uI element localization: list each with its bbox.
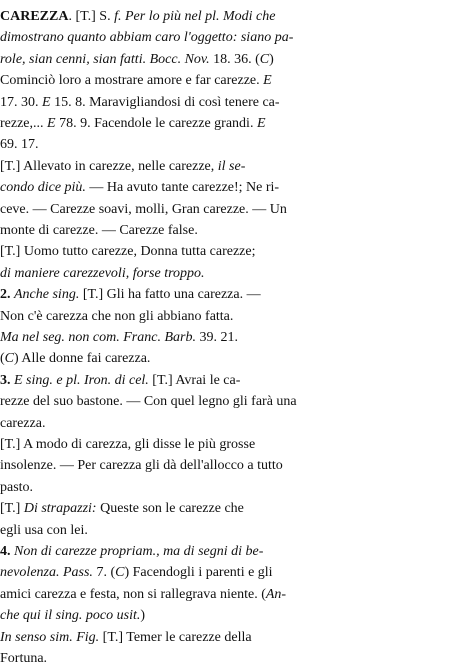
text-segment: 18. 36. ( [213, 51, 260, 67]
text-segment: insolenze. — Per carezza gli dà dell'allocco a tutto [0, 458, 283, 474]
text-segment: An- [265, 586, 287, 602]
text-segment: 4. [0, 544, 11, 559]
text-line [0, 305, 473, 329]
text-segment: ) [140, 608, 146, 624]
text-line [0, 412, 473, 436]
text-segment: amici carezza e festa, non si rallegrava niente. ( [0, 586, 266, 602]
text-segment: 17. 30. [0, 94, 42, 110]
text-segment: [T.] A modo di carezza, gli disse le più grosse [0, 437, 256, 452]
text-segment: [T.] Temer le carezze della [99, 629, 252, 645]
text-segment: Cominciò loro a mostrare amore e far carezze. [0, 73, 264, 89]
text-segment: C [259, 51, 270, 67]
text-line [0, 155, 473, 179]
text-segment: 3. [0, 372, 11, 388]
text-segment: carezza. [0, 415, 46, 431]
text-segment: condo dice più. [0, 180, 86, 196]
text-segment: ) [269, 51, 274, 67]
text-segment: role, sian cenni, sian fatti. Bocc. Nov. [0, 51, 214, 67]
text-line [0, 454, 473, 478]
text-segment: ( [0, 351, 5, 367]
text-segment: che qui il sing. poco usit. [0, 608, 141, 624]
text-segment: ) Alle donne fai carezza. [14, 351, 151, 367]
text-line [0, 326, 473, 350]
text-line [0, 604, 473, 628]
text-line [0, 626, 473, 650]
text-segment: dimostrano quanto abbiam caro l'oggetto: siano pa- [0, 30, 294, 46]
text-segment: egli usa con lei. [0, 522, 88, 538]
text-line [0, 583, 473, 607]
text-line [0, 69, 473, 93]
text-segment: 7. ( [92, 565, 116, 581]
text-line [0, 433, 473, 457]
text-segment: rezze,... [0, 116, 48, 131]
text-segment: E sing. e pl. Iron. di cel. [14, 372, 149, 388]
text-line [0, 48, 473, 72]
text-line [0, 262, 473, 286]
text-line [0, 176, 473, 200]
text-segment: Queste son le carezze che [96, 501, 244, 517]
text-line [0, 561, 473, 585]
text-segment: Anche sing. [14, 287, 80, 303]
text-line [0, 476, 473, 500]
text-line [0, 219, 473, 243]
text-line [0, 540, 473, 564]
text-line [0, 240, 473, 264]
text-line [0, 133, 473, 157]
text-segment: 78. 9. Facendole le carezze grandi. [55, 116, 257, 131]
text-line [0, 497, 473, 521]
text-segment: CAREZZA [0, 9, 69, 24]
text-segment: 39. 21. [195, 330, 238, 345]
text-segment: 2. [0, 287, 11, 303]
text-segment: [T.] [0, 501, 24, 517]
text-segment: E [263, 73, 272, 89]
text-segment: monte di carezze. — Carezze false. [0, 223, 198, 238]
text-line [0, 91, 473, 115]
text-segment: il se- [217, 158, 246, 174]
text-segment: [T.] Gli ha fatto una carezza. — [79, 287, 261, 303]
text-line [0, 369, 473, 393]
text-line [0, 26, 473, 50]
text-line [0, 390, 473, 414]
text-segment: Fortuna. [0, 651, 48, 666]
text-segment: [T.] Uomo tutto carezze, Donna tutta carezze; [0, 244, 256, 260]
text-segment: 69. 17. [0, 137, 39, 153]
text-segment: f. Per lo più nel pl. Modi che [114, 9, 276, 24]
text-segment: In senso sim. Fig. [0, 629, 100, 645]
text-segment: ) Facendogli i parenti e gli [124, 565, 273, 581]
text-segment: Ma nel seg. non com. Franc. Barb. [0, 330, 196, 345]
text-line [0, 283, 473, 307]
text-segment: E [42, 94, 51, 110]
text-segment: Non c'è carezza che non gli abbiano fatta. [0, 308, 234, 324]
text-segment: [T.] Allevato in carezze, nelle carezze, [0, 158, 218, 174]
text-segment: C [4, 351, 15, 367]
text-segment: C [115, 565, 125, 581]
text-segment: ceve. — Carezze soavi, molli, Gran carezze. — Un [0, 201, 287, 217]
text-segment: E [47, 116, 56, 131]
text-segment: . [T.] S. [68, 9, 115, 24]
text-segment: E [256, 116, 266, 131]
text-line [0, 347, 473, 371]
text-segment: di maniere carezzevoli, forse troppo. [0, 265, 205, 281]
text-segment: 15. 8. Maravigliandosi di così tenere ca- [50, 94, 280, 110]
text-segment: — Ha avuto tante carezze!; Ne ri- [85, 180, 280, 196]
text-line [0, 198, 473, 222]
text-segment: rezze del suo bastone. — Con quel legno gli farà una [0, 394, 297, 410]
text-segment: nevolenza. Pass. [0, 565, 93, 581]
text-segment: pasto. [0, 479, 34, 495]
text-segment: Di strapazzi: [23, 501, 97, 517]
text-segment: Non di carezze propriam., ma di segni di be- [14, 544, 264, 559]
text-segment: [T.] Avrai le ca- [148, 372, 241, 388]
text-line [0, 5, 473, 29]
text-line [0, 647, 473, 671]
text-line [0, 519, 473, 543]
text-line [0, 112, 473, 136]
